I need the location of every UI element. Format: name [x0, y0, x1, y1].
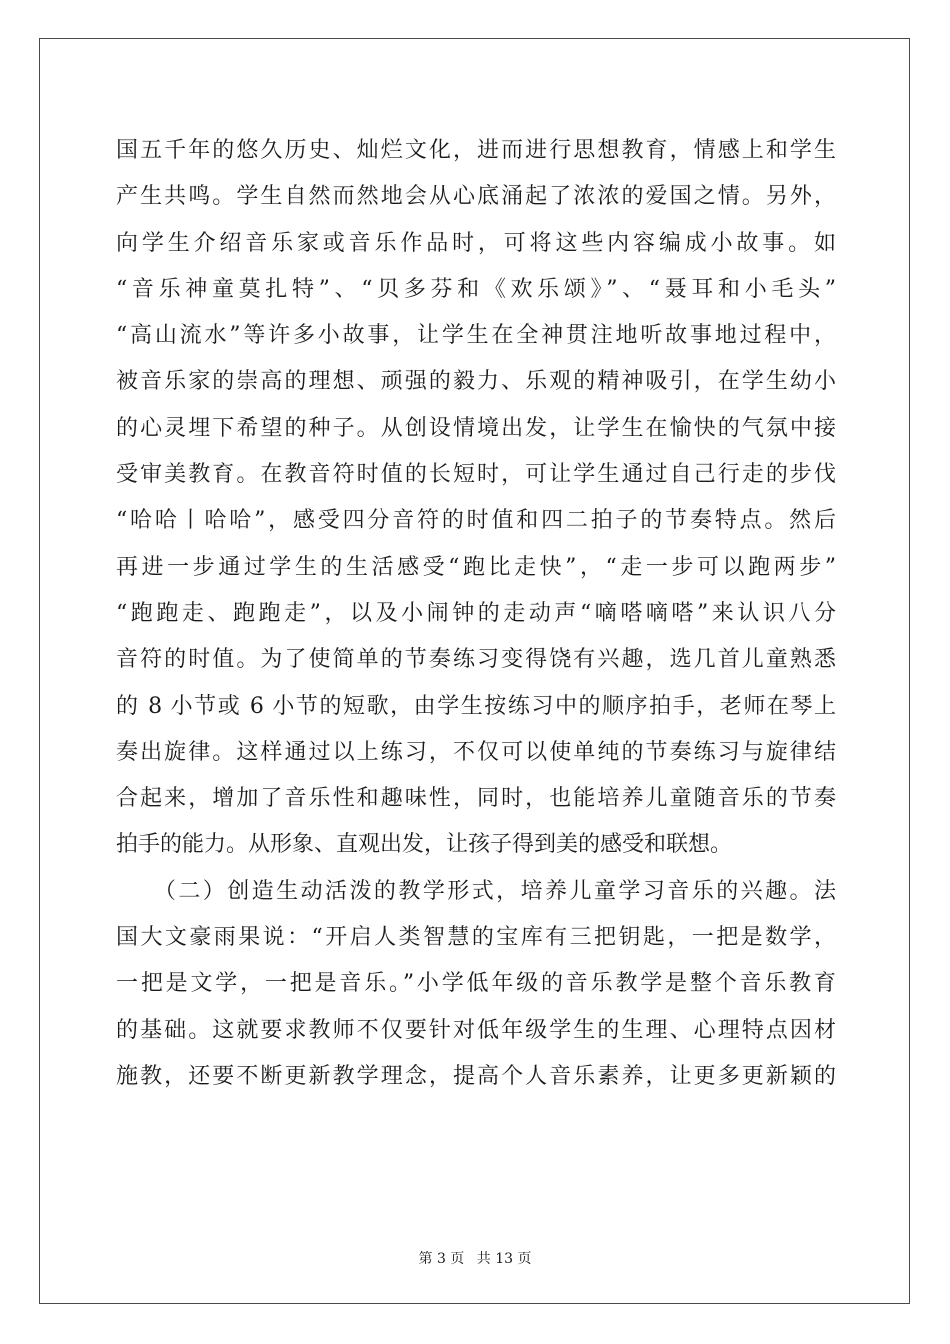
- text-line: 国大文豪雨果说：“开启人类智慧的宝库有三把钥匙，一把是数学，: [116, 925, 836, 951]
- document-body: [116, 128, 836, 1100]
- text-line: “高山流水”等许多小故事，让学生在全神贯注地听故事地过程中，: [116, 323, 836, 349]
- page-footer: [0, 1248, 950, 1268]
- text-line: 受审美教育。在教音符时值的长短时，可让学生通过自己行走的步伐: [116, 462, 836, 488]
- text-line: “跑跑走、跑跑走”，以及小闹钟的走动声“嘀嗒嘀嗒”来认识八分: [116, 600, 836, 626]
- text-line: 的基础。这就要求教师不仅要针对低年级学生的生理、心理特点因材: [116, 1017, 836, 1043]
- text-line: 的心灵埋下希望的种子。从创设情境出发，让学生在愉快的气氛中接: [116, 415, 836, 441]
- text-line: （二）创造生动活泼的教学形式，培养儿童学习音乐的兴趣。法: [116, 878, 836, 904]
- text-line: 的 8 小节或 6 小节的短歌，由学生按练习中的顺序拍手，老师在琴上: [116, 693, 836, 719]
- text-line: 被音乐家的崇高的理想、顽强的毅力、乐观的精神吸引，在学生幼小: [116, 369, 836, 395]
- page-total: 共 13 页: [476, 1251, 532, 1267]
- text-line: “哈哈丨哈哈”，感受四分音符的时值和四二拍子的节奏特点。然后: [116, 508, 836, 534]
- page-number: 第 3 页: [418, 1251, 465, 1267]
- text-line: 再进一步通过学生的生活感受“跑比走快”，“走一步可以跑两步”: [116, 554, 836, 580]
- text-line: 拍手的能力。从形象、直观出发，让孩子得到美的感受和联想。: [116, 832, 733, 858]
- text-line: 国五千年的悠久历史、灿烂文化，进而进行思想教育，情感上和学生: [116, 138, 836, 163]
- text-line: 一把是文学，一把是音乐。”小学低年级的音乐教学是整个音乐教育: [116, 971, 836, 997]
- text-line: 奏出旋律。这样通过以上练习，不仅可以使单纯的节奏练习与旋律结: [116, 739, 836, 765]
- text-line: 音符的时值。为了使简单的节奏练习变得饶有兴趣，选几首儿童熟悉: [116, 647, 836, 673]
- text-line: 合起来，增加了音乐性和趣味性，同时，也能培养儿童随音乐的节奏: [116, 786, 836, 812]
- text-line: 向学生介绍音乐家或音乐作品时，可将这些内容编成小故事。如: [116, 230, 836, 256]
- text-line: 产生共鸣。学生自然而然地会从心底涌起了浓浓的爱国之情。另外，: [116, 184, 836, 210]
- text-line: 施教，还要不断更新教学理念，提高个人音乐素养，让更多更新颖的: [116, 1063, 836, 1089]
- text-line: “音乐神童莫扎特”、“贝多芬和《欢乐颂》”、“聂耳和小毛头”: [116, 276, 836, 302]
